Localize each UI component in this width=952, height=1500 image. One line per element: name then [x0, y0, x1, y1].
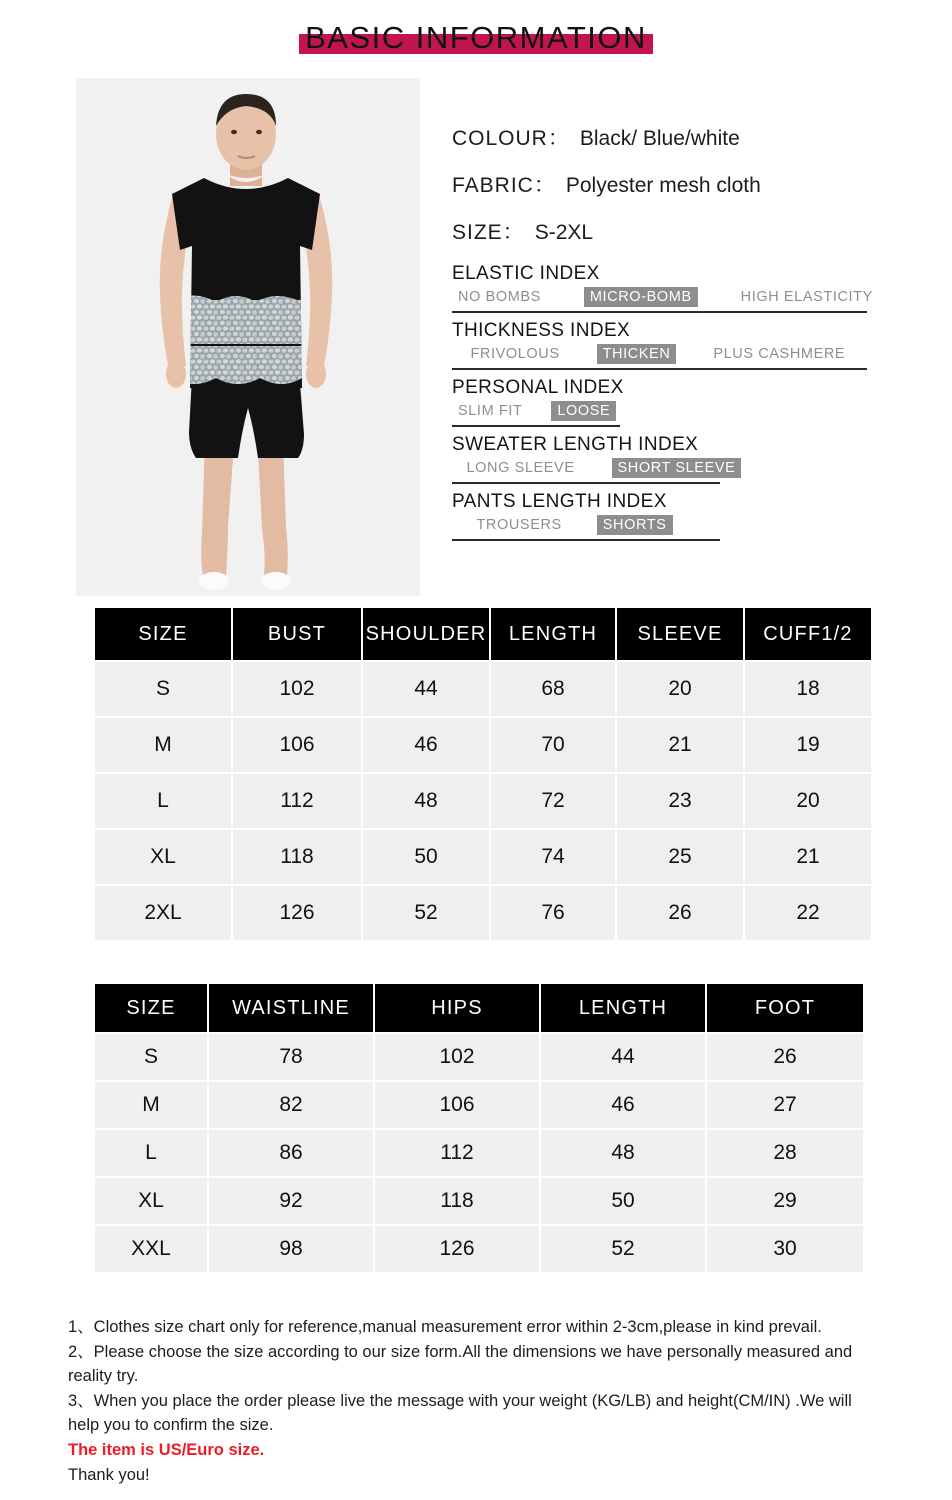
table-cell: 52 — [541, 1226, 705, 1272]
table-row — [95, 774, 871, 828]
table-bottom-header-cell: LENGTH — [541, 984, 705, 1032]
table-cell: S — [95, 662, 231, 716]
table-cell: 20 — [617, 662, 743, 716]
index-thickness-option-1[interactable]: THICKEN — [597, 344, 677, 364]
table-row — [95, 1034, 863, 1080]
index-pants-length-options — [452, 515, 872, 537]
table-top-header-cell: SLEEVE — [617, 608, 743, 660]
table-cell: 78 — [209, 1034, 373, 1080]
table-cell: 76 — [491, 886, 615, 940]
table-cell: 21 — [617, 718, 743, 772]
table-top-header-cell: SIZE — [95, 608, 231, 660]
page-title-text: BASIC INFORMATION — [305, 20, 647, 55]
table-cell: 44 — [363, 662, 489, 716]
table-cell: 70 — [491, 718, 615, 772]
table-row — [95, 718, 871, 772]
table-cell: 29 — [707, 1178, 863, 1224]
table-cell: 27 — [707, 1082, 863, 1128]
table-cell: 46 — [541, 1082, 705, 1128]
table-bottom-header-cell: SIZE — [95, 984, 207, 1032]
table-cell: L — [95, 774, 231, 828]
table-cell: 22 — [745, 886, 871, 940]
index-pants-length-title: PANTS LENGTH INDEX — [452, 491, 667, 512]
table-cell: 2XL — [95, 886, 231, 940]
size-table-top — [93, 606, 873, 942]
table-top-header-cell: LENGTH — [491, 608, 615, 660]
table-row — [95, 886, 871, 940]
index-sweater-length-options — [452, 458, 872, 480]
index-personal-option-0[interactable]: SLIM FIT — [458, 403, 523, 419]
table-cell: 26 — [617, 886, 743, 940]
spec-colour-value: Black/ Blue/white — [579, 127, 740, 150]
index-elastic-option-2[interactable]: HIGH ELASTICITY — [740, 289, 873, 305]
table-cell: 126 — [375, 1226, 539, 1272]
table-cell: 26 — [707, 1034, 863, 1080]
table-cell: 106 — [375, 1082, 539, 1128]
spec-size-label: SIZE： — [452, 221, 525, 244]
spec-colour-label: COLOUR： — [452, 127, 570, 150]
table-cell: 126 — [233, 886, 361, 940]
table-cell: 112 — [233, 774, 361, 828]
table-cell: XL — [95, 830, 231, 884]
table-cell: 20 — [745, 774, 871, 828]
index-personal-options — [452, 401, 872, 423]
table-cell: 102 — [233, 662, 361, 716]
index-sweater-length-rule — [452, 482, 720, 484]
table-cell: 52 — [363, 886, 489, 940]
table-cell: XL — [95, 1178, 207, 1224]
index-sweater-length — [452, 434, 872, 484]
index-personal-option-1[interactable]: LOOSE — [551, 401, 616, 421]
table-cell: XXL — [95, 1226, 207, 1272]
index-personal-title: PERSONAL INDEX — [452, 377, 624, 398]
index-sweater-length-option-0[interactable]: LONG SLEEVE — [466, 460, 575, 476]
spec-size-value: S-2XL — [534, 221, 594, 244]
index-pants-length-rule — [452, 539, 720, 541]
index-elastic-option-1[interactable]: MICRO-BOMB — [584, 287, 698, 307]
table-cell: 72 — [491, 774, 615, 828]
index-thickness-options — [452, 344, 872, 366]
index-pants-length — [452, 491, 872, 541]
table-cell: 44 — [541, 1034, 705, 1080]
table-row — [95, 830, 871, 884]
note-line-thank-you: Thank you! — [68, 1466, 150, 1484]
table-cell: 48 — [541, 1130, 705, 1176]
table-row — [95, 1178, 863, 1224]
index-pants-length-option-1[interactable]: SHORTS — [597, 515, 673, 535]
table-cell: 25 — [617, 830, 743, 884]
index-personal — [452, 377, 872, 427]
index-pants-length-option-0[interactable]: TROUSERS — [476, 517, 562, 533]
table-cell: 118 — [233, 830, 361, 884]
model-illustration — [76, 78, 420, 596]
table-cell: 118 — [375, 1178, 539, 1224]
table-cell: M — [95, 1082, 207, 1128]
note-line-3: 3、When you place the order please live the message with your weight (KG/LB) and height(CM/IN) .We will help you to confirm the size. — [68, 1392, 852, 1434]
table-bottom-header-cell: WAISTLINE — [209, 984, 373, 1032]
index-elastic-option-0[interactable]: NO BOMBS — [458, 289, 541, 305]
index-personal-rule — [452, 425, 620, 427]
spec-fabric-value: Polyester mesh cloth — [565, 174, 761, 197]
table-row — [95, 1226, 863, 1272]
footer-notes — [68, 1315, 880, 1488]
table-cell: L — [95, 1130, 207, 1176]
index-elastic-title: ELASTIC INDEX — [452, 263, 600, 284]
table-cell: 50 — [541, 1178, 705, 1224]
index-sweater-length-option-1[interactable]: SHORT SLEEVE — [612, 458, 742, 478]
note-line-us-euro-size: The item is US/Euro size. — [68, 1441, 265, 1459]
table-cell: 23 — [617, 774, 743, 828]
size-table-bottom — [93, 982, 865, 1274]
table-cell: 102 — [375, 1034, 539, 1080]
spec-fabric — [452, 169, 872, 199]
table-bottom-header-cell: FOOT — [707, 984, 863, 1032]
table-top-header-row — [95, 608, 871, 660]
table-cell: 98 — [209, 1226, 373, 1272]
table-cell: 21 — [745, 830, 871, 884]
index-elastic — [452, 263, 872, 313]
index-thickness — [452, 320, 872, 370]
table-top-header-cell: BUST — [233, 608, 361, 660]
table-cell: 82 — [209, 1082, 373, 1128]
table-bottom-header-row — [95, 984, 863, 1032]
index-sweater-length-title: SWEATER LENGTH INDEX — [452, 434, 699, 455]
table-cell: 46 — [363, 718, 489, 772]
spec-fabric-label: FABRIC： — [452, 174, 556, 197]
product-photo — [76, 78, 420, 596]
index-elastic-rule — [452, 311, 867, 313]
note-line-2: 2、Please choose the size according to our size form.All the dimensions we have personally measured and reality try. — [68, 1343, 853, 1385]
index-elastic-options — [452, 287, 872, 309]
table-row — [95, 1130, 863, 1176]
table-cell: 86 — [209, 1130, 373, 1176]
table-top-header-cell: CUFF1/2 — [745, 608, 871, 660]
spec-colour — [452, 122, 872, 152]
table-cell: 18 — [745, 662, 871, 716]
spec-panel — [452, 122, 872, 548]
index-thickness-option-2[interactable]: PLUS CASHMERE — [713, 346, 846, 362]
table-cell: 30 — [707, 1226, 863, 1272]
note-line-1: 1、Clothes size chart only for reference,manual measurement error within 2-3cm,please in kind prevail. — [68, 1318, 822, 1336]
table-cell: 112 — [375, 1130, 539, 1176]
table-cell: 50 — [363, 830, 489, 884]
index-thickness-rule — [452, 368, 867, 370]
table-cell: 74 — [491, 830, 615, 884]
table-cell: S — [95, 1034, 207, 1080]
table-cell: M — [95, 718, 231, 772]
table-cell: 106 — [233, 718, 361, 772]
table-top-header-cell: SHOULDER — [363, 608, 489, 660]
table-cell: 48 — [363, 774, 489, 828]
spec-size — [452, 216, 872, 246]
table-cell: 68 — [491, 662, 615, 716]
index-thickness-title: THICKNESS INDEX — [452, 320, 631, 341]
index-thickness-option-0[interactable]: FRIVOLOUS — [470, 346, 560, 362]
table-cell: 92 — [209, 1178, 373, 1224]
table-cell: 19 — [745, 718, 871, 772]
table-cell: 28 — [707, 1130, 863, 1176]
page-title — [0, 16, 952, 62]
table-row — [95, 662, 871, 716]
table-bottom-header-cell: HIPS — [375, 984, 539, 1032]
table-row — [95, 1082, 863, 1128]
